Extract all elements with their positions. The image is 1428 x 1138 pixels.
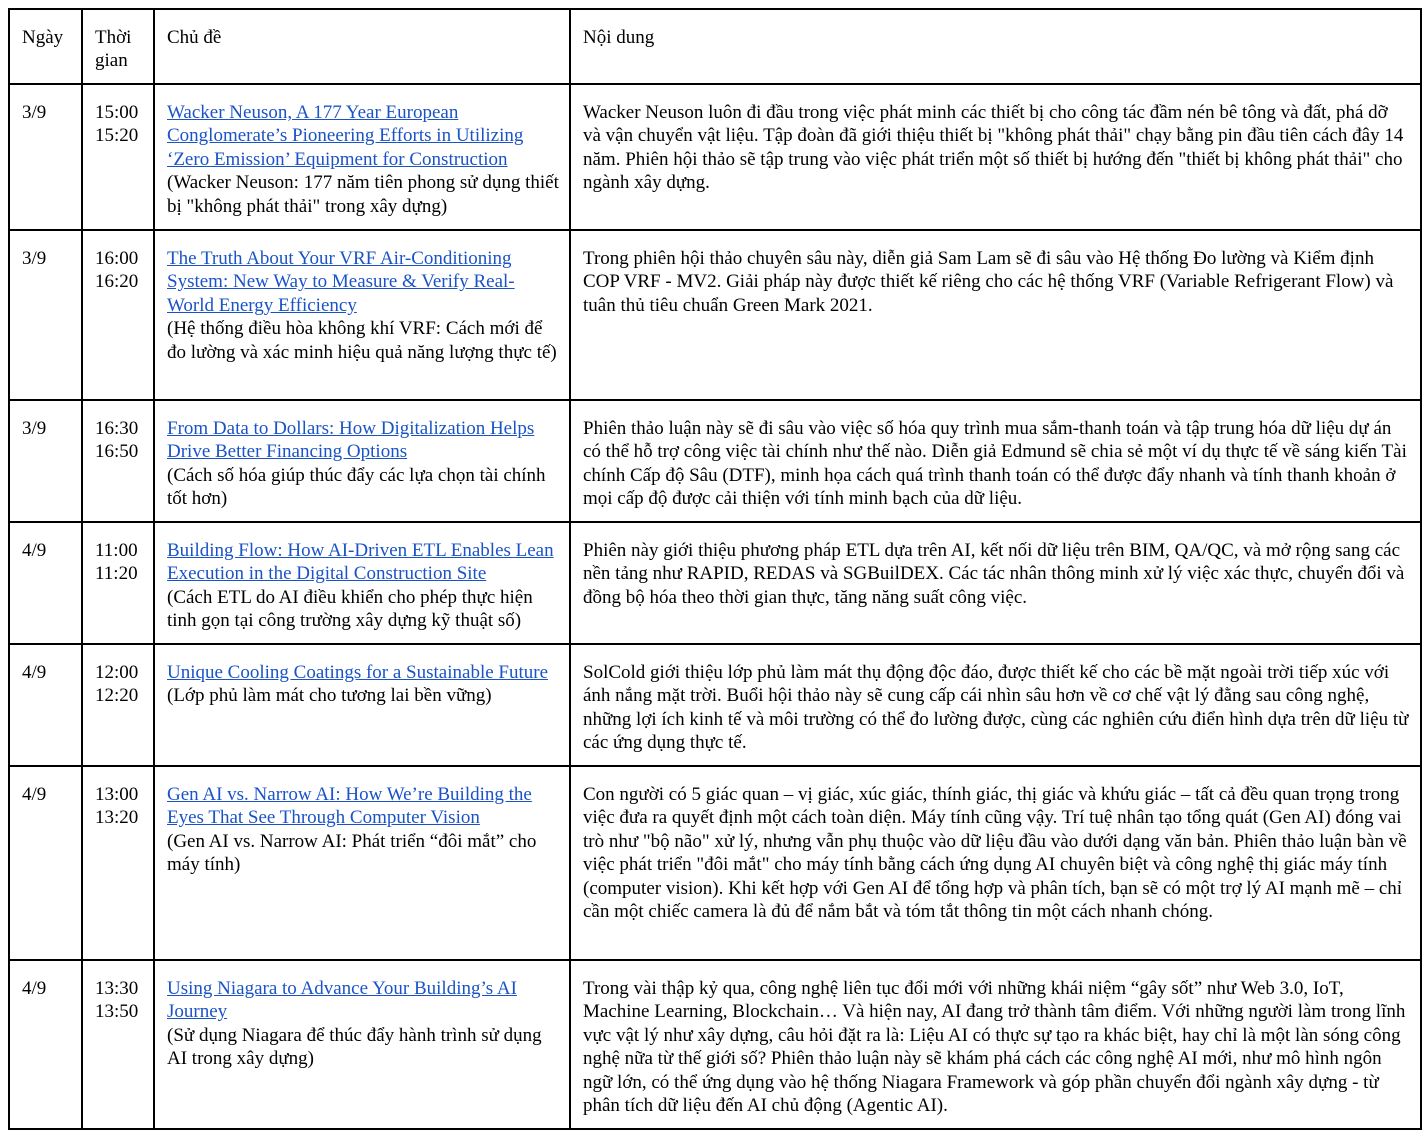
topic-cell [154,960,570,1129]
session-title-vi: (Cách ETL do AI điều khiển cho phép thực hiện tinh gọn tại công trường xây dựng kỹ thuật số) [167,586,533,632]
topic-cell [154,766,570,960]
time-cell [82,84,154,230]
table-row [9,230,1421,400]
session-title-vi: (Wacker Neuson: 177 năm tiên phong sử dụng thiết bị "không phát thải" trong xây dựng) [167,172,559,217]
topic-cell [154,400,570,522]
content-cell: Phiên này giới thiệu phương pháp ETL dựa trên AI, kết nối dữ liệu trên BIM, QA/QC, và mở rộng sang các nền tảng như RAPID, REDAS và SGBuilDEX. Các tác nhân thông minh xử lý việc xác thực, chuyển đổi và đồng bộ hóa theo thời gian thực, tăng năng suất công việc. [570,522,1421,644]
end-time: 13:50 [95,1001,139,1023]
day-cell: 3/9 [9,230,82,400]
table-row [9,766,1421,960]
start-time: 13:30 [95,978,139,999]
table-row [9,644,1421,766]
session-title-link[interactable]: Wacker Neuson, A 177 Year European Conglomerate’s Pioneering Efforts in Utilizing ‘Zero Emission’ Equipment for Construction [167,102,524,170]
session-title-vi: (Sử dụng Niagara để thúc đẩy hành trình sử dụng AI trong xây dựng) [167,1024,542,1070]
content-cell: Trong vài thập kỷ qua, công nghệ liên tục đổi mới với những khái niệm “gây sốt” như Web 3.0, IoT, Machine Learning, Blockchain… Và hiện nay, AI đang trở thành tâm điểm. Với những người làm trong lĩnh vực vật lý như xây dựng, câu hỏi đặt ra là: Liệu AI có thực sự tạo ra khác biệt, hay chỉ là một làn sóng công nghệ nữa từ thế giới số? Phiên thảo luận này sẽ khám phá cách các công nghệ AI mới, như mô hình ngôn ngữ lớn, có thể ứng dụng vào hệ thống Niagara Framework và góp phần chuyển đổi ngành xây dựng - từ phân tích dữ liệu đến AI chủ động (Agentic AI). [570,960,1421,1129]
content-cell: Con người có 5 giác quan – vị giác, xúc giác, thính giác, thị giác và khứu giác – tất cả đều quan trọng trong việc đưa ra quyết định một cách toàn diện. Máy tính cũng vậy. Trí tuệ nhân tạo tổng quát (Gen AI) đóng vai trò như "bộ não" xử lý, nhưng vẫn phụ thuộc vào dữ liệu đầu vào dưới dạng văn bản. Phiên thảo luận bàn về việc phát triển "đôi mắt" cho máy tính bằng cách ứng dụng AI chuyên biệt và công nghệ thị giác máy tính (computer vision). Khi kết hợp với Gen AI để tổng hợp và phân tích, bạn sẽ có một trợ lý AI mạnh mẽ – chỉ cần một chiếc camera là đủ để nắm bắt và tóm tắt thông tin một cách nhanh chóng. [570,766,1421,960]
end-time: 16:50 [95,441,139,463]
start-time: 11:00 [95,540,138,561]
content-cell: Phiên thảo luận này sẽ đi sâu vào việc số hóa quy trình mua sắm-thanh toán và tập trung hóa dữ liệu dự án có thể hỗ trợ công việc tài chính như thế nào. Diễn giả Edmund sẽ chia sẻ một ví dụ thực tế về sáng kiến Tài chính Cấp độ Sâu (DTF), minh họa cách quá trình thanh toán có thể được đẩy nhanh và tính thanh khoản ở mọi cấp độ được cải thiện với tính minh bạch của dữ liệu. [570,400,1421,522]
end-time: 16:20 [95,271,139,293]
day-cell: 4/9 [9,522,82,644]
time-cell [82,960,154,1129]
topic-cell [154,522,570,644]
topic-cell [154,230,570,400]
start-time: 16:00 [95,248,139,269]
end-time: 13:20 [95,807,139,829]
topic-cell [154,644,570,766]
time-cell [82,766,154,960]
content-cell: Trong phiên hội thảo chuyên sâu này, diễn giả Sam Lam sẽ đi sâu vào Hệ thống Đo lường và Kiểm định COP VRF - MV2. Giải pháp này được thiết kế riêng cho các hệ thống VRF (Variable Refrigerant Flow) và tuân thủ tiêu chuẩn Green Mark 2021. [570,230,1421,400]
day-cell: 4/9 [9,644,82,766]
end-time: 12:20 [95,685,139,707]
session-title-link[interactable]: Gen AI vs. Narrow AI: How We’re Building the Eyes That See Through Computer Vision [167,784,532,829]
session-title-vi: (Hệ thống điều hòa không khí VRF: Cách mới để đo lường và xác minh hiệu quả năng lượng thực tế) [167,318,557,363]
schedule-table [8,8,1422,1130]
start-time: 15:00 [95,102,139,123]
start-time: 16:30 [95,418,139,439]
session-title-vi: (Cách số hóa giúp thúc đẩy các lựa chọn tài chính tốt hơn) [167,464,546,510]
time-cell [82,522,154,644]
table-row [9,84,1421,230]
topic-cell [154,84,570,230]
start-time: 13:00 [95,784,139,805]
day-cell: 3/9 [9,400,82,522]
session-title-vi: (Lớp phủ làm mát cho tương lai bền vững) [167,685,492,707]
table-row [9,960,1421,1129]
session-title-link[interactable]: Building Flow: How AI-Driven ETL Enables Lean Execution in the Digital Construction Site [167,540,554,585]
end-time: 11:20 [95,563,138,585]
header-day: Ngày [9,9,82,84]
table-header-row [9,9,1421,84]
day-cell: 4/9 [9,960,82,1129]
time-cell [82,230,154,400]
table-row [9,400,1421,522]
day-cell: 3/9 [9,84,82,230]
header-topic: Chủ đề [154,9,570,84]
content-cell: SolCold giới thiệu lớp phủ làm mát thụ động độc đáo, được thiết kế cho các bề mặt ngoài trời tiếp xúc với ánh nắng mặt trời. Buổi hội thảo này sẽ cung cấp cái nhìn sâu hơn về cơ chế vật lý đằng sau công nghệ, những lợi ích kinh tế và môi trường có thể đo lường được, cùng các nghiên cứu điển hình dựa trên dữ liệu từ các ứng dụng thực tế. [570,644,1421,766]
session-title-link[interactable]: Unique Cooling Coatings for a Sustainable Future [167,662,549,683]
content-cell: Wacker Neuson luôn đi đầu trong việc phát minh các thiết bị cho công tác đầm nén bê tông và đất, phá dỡ và vận chuyển vật liệu. Tập đoàn đã giới thiệu thiết bị "không phát thải" chạy bằng pin đầu tiên cách đây 14 năm. Phiên hội thảo sẽ tập trung vào việc phát triển một số thiết bị hướng đến "thiết bị không phát thải" cho ngành xây dựng. [570,84,1421,230]
session-title-vi: (Gen AI vs. Narrow AI: Phát triển “đôi mắt” cho máy tính) [167,830,537,876]
day-cell: 4/9 [9,766,82,960]
header-time: Thời gian [82,9,154,84]
session-title-link[interactable]: From Data to Dollars: How Digitalization Helps Drive Better Financing Options [167,418,535,463]
end-time: 15:20 [95,125,139,147]
start-time: 12:00 [95,662,139,683]
time-cell [82,400,154,522]
session-title-link[interactable]: The Truth About Your VRF Air-Conditioning System: New Way to Measure & Verify Real-World Energy Efficiency [167,248,515,316]
time-cell [82,644,154,766]
session-title-link[interactable]: Using Niagara to Advance Your Building’s AI Journey [167,978,517,1023]
table-row [9,522,1421,644]
header-content: Nội dung [570,9,1421,84]
